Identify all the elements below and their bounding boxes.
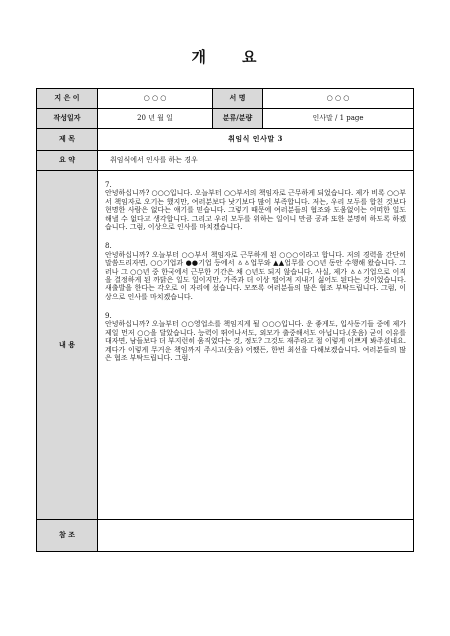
section-number: 9. [105,312,112,321]
section-text: 안녕하십니까? 오늘부터 ○○부서 책임자로 근무하게 된 ○○○이라고 합니다. 저의 경력을 간단히 말씀드리자면, ○○기업과 ●●기업 등에서 ㅿㅿ업무와 ▲▲업무를 ○○년 동안 수행해 왔습니다. 그러나 그 ○○년 중 한국에서 근무한 기간은 채 ○년도 되지 않습니다. 사실, 제가 ㅿㅿ기업으로 이직을 결정하게 된 까닭은 일도 일이지만, 가족과 더 이상 떨어져 지내기 싫어도 된다는 것이었습니다. 새출발을 한다는 각오로 이 자리에 섰습니다. 모쪼록 여러분들의 많은 협조 부탁드립니다. 그럼, 이상으로 인사를 마치겠습니다. [105,250,406,301]
summary-row [37,151,414,171]
content-body [98,171,414,520]
content-row [37,171,414,520]
title-row [37,129,414,151]
reference-value [98,520,414,552]
section-number: 7. [105,181,112,189]
title-label: 제 목 [37,129,98,151]
content-section-9 [105,312,406,362]
reference-row [37,520,414,552]
date-row [37,109,414,129]
content-section-7 [105,181,406,231]
summary-value: 취임식에서 인사를 하는 경우 [98,151,414,171]
title-value: 취임식 인사말 3 [98,129,414,151]
section-text: 안녕하십니까? ○○○입니다. 오늘부터 ○○부서의 책임자로 근무하게 되었습니다. 제가 비록 ○○부서 책임자로 오기는 했지만, 여러분보다 낫기보다 많이 부족합니다. 저는, 우리 모두를 합친 것보다 현명한 사람은 없다는 얘기를 믿습니다. 그렇기 때문에 여러분들의 협조와 도움없이는 어떠한 일도 해낼 수 없다고 생각합니다. 그리고 우리 모두를 위하는 일이니 만큼 공과 또한 분명히 하도록 하겠습니다. 그럼, 이상으로 인사를 마치겠습니다. [105,189,406,231]
author-label: 지 은 이 [37,89,98,109]
page-title-part2: 요 [242,48,259,66]
reference-label: 참 조 [37,520,98,552]
summary-label: 요 약 [37,151,98,171]
signature-value: ○ ○ ○ [263,89,414,109]
author-value: ○ ○ ○ [98,89,213,109]
section-text: 안녕하십니까? 오늘부터 ○○영업소를 책임지게 될 ○○○입니다. 운 좋게도, 입사동기들 중에 제가 제일 먼저 ○○을 달았습니다. 능력이 뛰어나서도, 외모가 출중해서도 아닙니다.(웃음) 굳이 이유를 대자면, 남들보다 더 부지런히 움직였다는 것, 정도? 그것도 재주라고 절 이렇게 이쁘게 봐주셨네요. 계다가 이렇게 무거운 책임까지 주시고(웃음) 어쨌든, 한번 최선을 다해보겠습니다. 여러분들의 많은 협조 부탁드립니다. 그럼. [105,320,406,363]
category-value: 인사말 / 1 page [263,109,414,129]
date-value: 20 년 월 일 [98,109,213,129]
content-label: 내 용 [37,171,98,520]
section-number: 8. [105,242,112,251]
signature-label: 서 명 [213,89,263,109]
content-section-8 [105,242,406,301]
category-label: 분류/분량 [213,109,263,129]
page-title-part1: 개 [191,48,208,66]
summary-form-table [36,88,414,552]
page-title [0,46,450,67]
date-label: 작성일자 [37,109,98,129]
author-row [37,89,414,109]
